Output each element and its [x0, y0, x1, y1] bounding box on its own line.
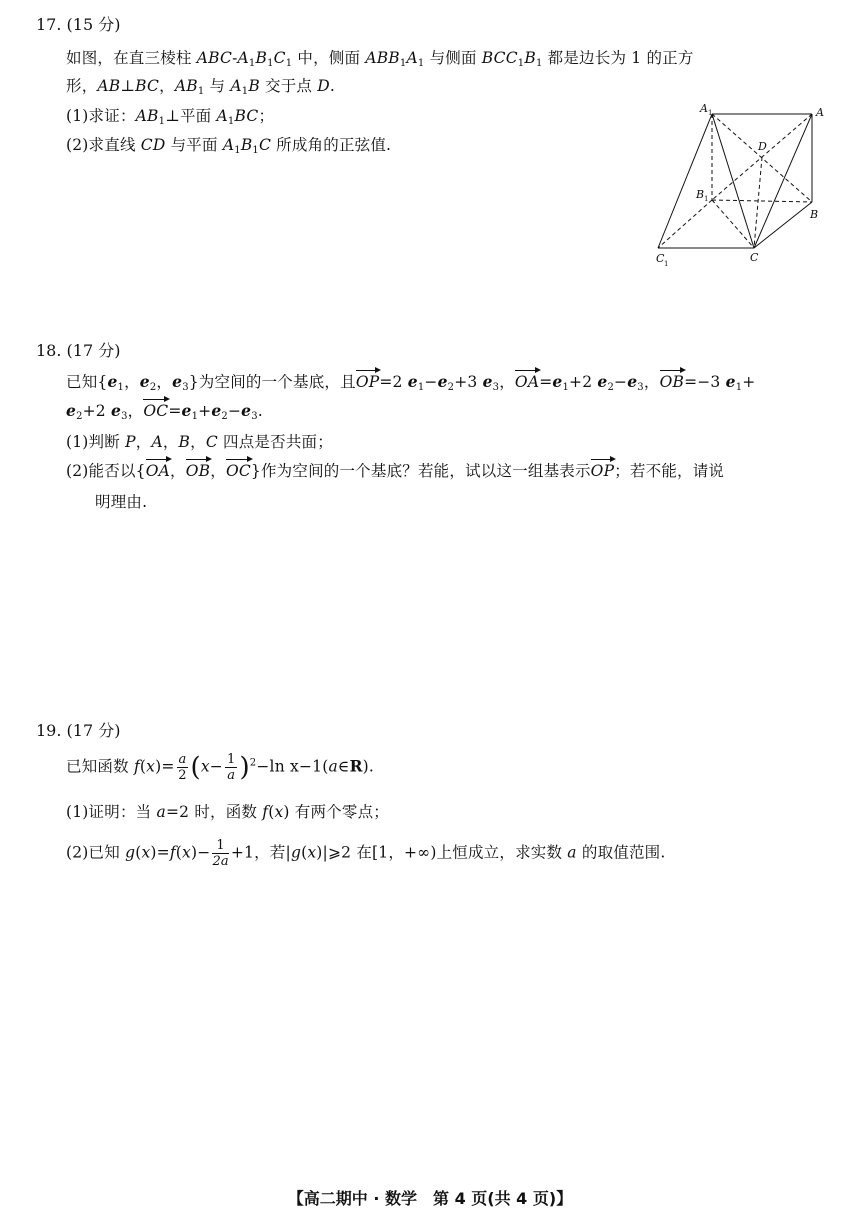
q17-stem-line-1: 如图，在直三棱柱 ABC-$A_1B_1C_1$ 中，侧面 $ABB_1A_1$ 与侧面 $BCC_1B_1$ 都是边长为 1 的正方 — [66, 49, 694, 69]
label-a1: A — [700, 102, 708, 115]
edge-a-c — [754, 114, 812, 248]
edge-a1-c1 — [658, 114, 712, 248]
q17-stem-line-2: 形，AB⊥BC，$AB_1$ 与 $A_1B$ 交于点 D. — [66, 77, 336, 97]
q18-part-2: (2)能否以{OA，OB，OC}作为空间的一个基底？若能，试以这一组基表示OP；若不能，请说 — [66, 462, 725, 480]
q19-stem: 已知函数 f(x)= $\frac{a}{2}$ (x− $\frac{1}{a}$ )$^2$−ln x−1(a∈R). — [66, 752, 375, 783]
q17-part-2: (2)求直线 CD 与平面 $A_1B_1C$ 所成角的正弦值. — [66, 136, 392, 156]
question-18-number: 18. (17 分) — [36, 341, 121, 360]
label-d: D — [758, 140, 767, 153]
edge-b1-c1 — [658, 200, 712, 248]
svg-text:1: 1 — [708, 109, 713, 117]
q19-part-1: (1)证明：当 a=2 时，函数 f(x) 有两个零点； — [66, 803, 389, 821]
edge-b1-b — [712, 200, 812, 202]
question-17-number: 17. (15 分) — [36, 15, 121, 34]
q18-part-2-cont: 明理由. — [95, 493, 148, 511]
edge-d-c — [754, 157, 762, 248]
q18-part-1: (1)判断 P，A，B，C 四点是否共面； — [66, 433, 333, 451]
q19-part-2: (2)已知 g(x)=f(x)− $\frac{1}{2a}$ +1，若|g(x)|⩾2 在[1，+∞)上恒成立，求实数 a 的取值范围. — [66, 838, 666, 869]
q18-stem-line-1: 已知{$e_1$，$e_2$，$e_3$}为空间的一个基底，且OP=2 $e_1-e_2+3$ $e_3$，$OA=e_1+2$ $e_2-e_3$，OB=−3 $e_1+$ — [66, 372, 756, 393]
label-b: B — [810, 208, 819, 221]
svg-text:1: 1 — [664, 260, 669, 268]
svg-text:1: 1 — [704, 195, 709, 203]
label-a: A — [816, 106, 824, 119]
q17-part-1: (1)求证：$AB_1\perp$平面 $A_1BC$； — [66, 107, 275, 127]
page-footer: 【高二期中 · 数学 第 4 页(共 4 页)】 — [287, 1189, 573, 1208]
label-c: C — [750, 251, 759, 264]
label-b1: B — [696, 188, 705, 201]
edge-a1-c — [712, 114, 754, 248]
edge-c-b — [754, 202, 812, 248]
edge-b1-c — [712, 200, 754, 248]
question-19-number: 19. (17 分) — [36, 721, 121, 740]
q18-stem-line-2: $e_2+2$ $e_3$，$OC=e_1+e_2-e_3$. — [66, 401, 263, 422]
label-c1: C — [656, 252, 665, 265]
prism-figure — [650, 98, 830, 273]
